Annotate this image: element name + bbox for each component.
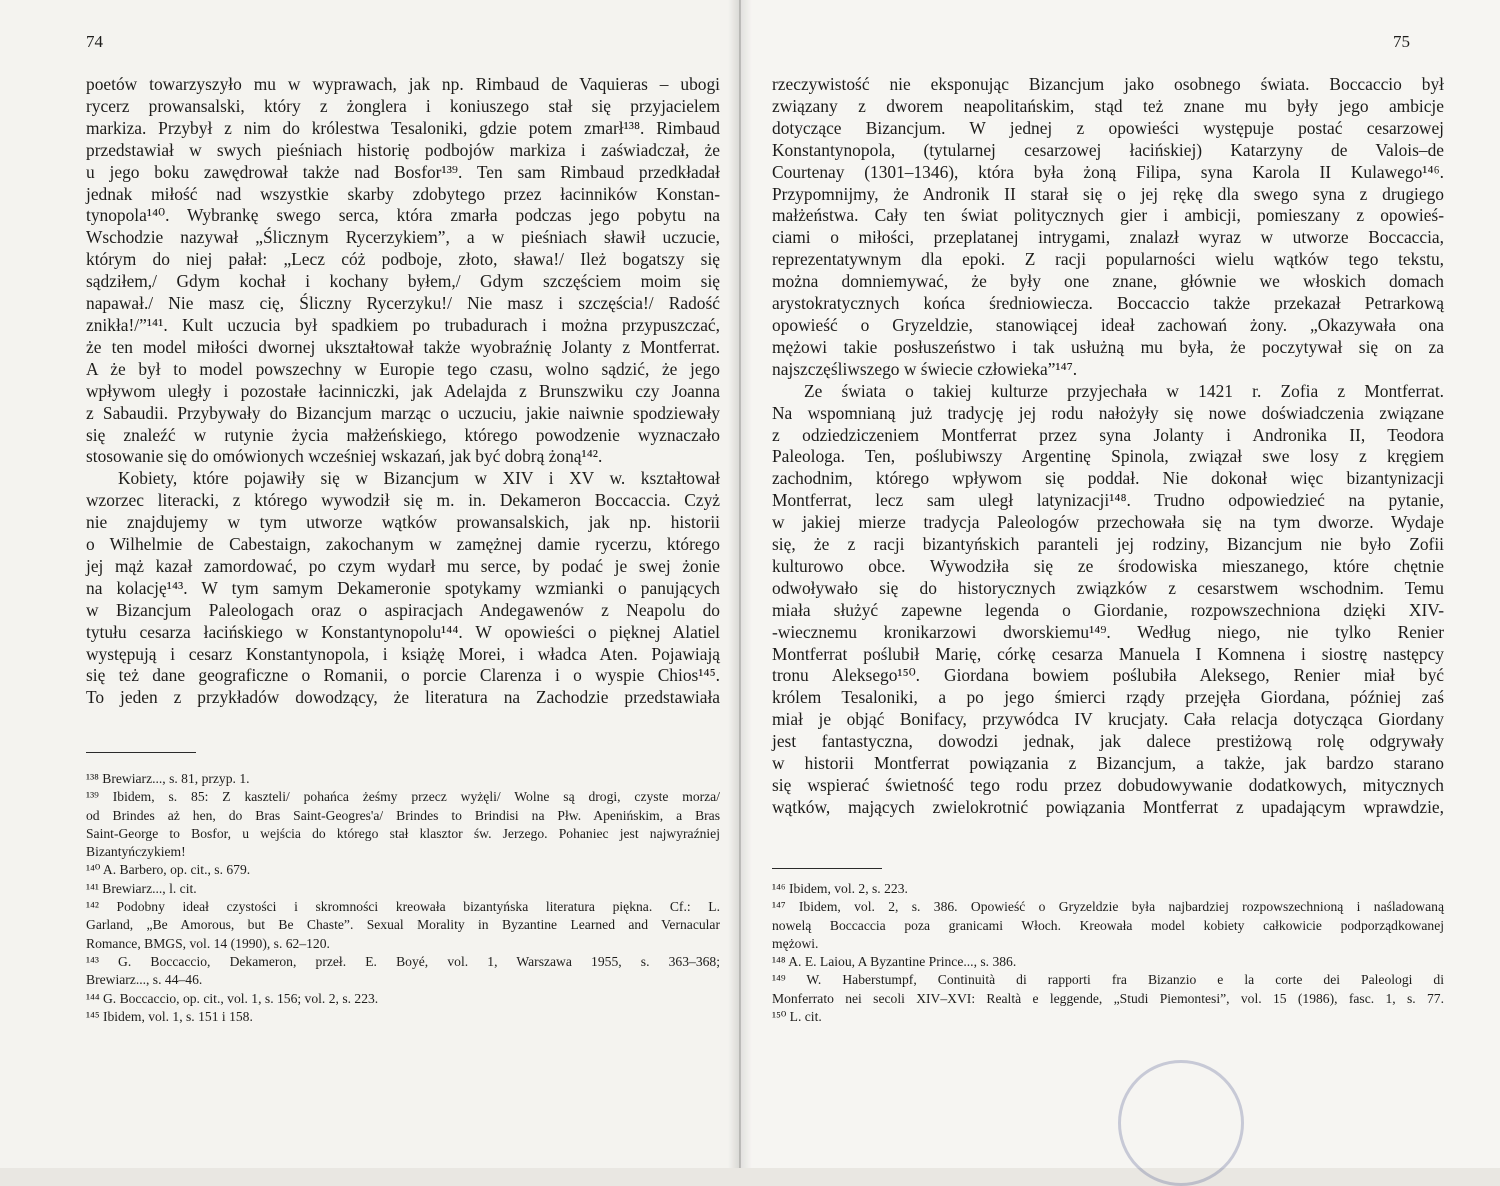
text-line: tytułu cesarza łacińskiego w Konstantynopolu¹⁴⁴. W opowieści o pięknej Alatiel — [86, 621, 720, 642]
text-line: w historii Montferrat powiązania z Bizancjum, a także, jak bardzo starano — [772, 753, 1444, 774]
book-gutter — [728, 0, 752, 1168]
footnote-line: ¹⁴⁷ Ibidem, vol. 2, s. 386. Opowieść o Gryzeldzie była najbardziej rozpowszechnioną i naśladowaną — [772, 899, 1444, 915]
text-line: którym do niej pałał: „Lecz cóż podboje, złoto, sława!/ Ileż bogatszy się — [86, 249, 720, 270]
text-line: odwoływało się do historycznych związków z cesarstwem wschodnim. Temu — [772, 577, 1444, 598]
text-line: Wschodzie nazywał „Ślicznym Rycerzykiem”, a w pieśniach sławił uczucie, — [86, 227, 720, 248]
footnote-line: ¹³⁹ Ibidem, s. 85: Z kaszteli/ pohańca żeśmy przecz wyżęli/ Wolne są drogi, czyste morza/ — [86, 789, 720, 805]
text-line: znikła!/”¹⁴¹. Kult uczucia był spadkiem po trubadurach i można przypuszczać, — [86, 314, 720, 335]
text-line: kulturowo obce. Wywodziła się ze środowiska mieszanego, które chętnie — [772, 555, 1444, 576]
text-line: u jego boku zawędrował także nad Bosfor¹³⁹. Ten sam Rimbaud przedkładał — [86, 161, 720, 182]
text-line: można domniemywać, że były one znane, głównie we włoskich domach — [772, 271, 1444, 292]
text-line: z Sabaudii. Przybywały do Bizancjum marząc o uczuciu, jakie naiwnie spodziewały — [86, 402, 720, 423]
text-line: Paleologa. Ten, poślubiwszy Argentinę Spinola, związał swe losy z kręgiem — [772, 446, 1444, 467]
footnote-line: ¹⁴⁰ A. Barbero, op. cit., s. 679. — [86, 862, 251, 878]
text-line: ciami o miłości, przeplatanej intrygami, znalazł wyraz w utworze Boccaccia, — [772, 227, 1444, 248]
footnote-line: mężowi. — [772, 935, 819, 951]
footnote-line: ¹⁴⁶ Ibidem, vol. 2, s. 223. — [772, 881, 908, 896]
text-line: wpływom uległy i pozostałe łacinniczki, jak Adelajda z Brunszwiku czy Joanna — [86, 380, 720, 401]
text-line: że ten model miłości dwornej ukształtował także wyobraźnię Jolanty z Montferrat. — [86, 336, 720, 357]
footnote-line: ¹⁴³ G. Boccaccio, Dekameron, przeł. E. Boyé, vol. 1, Warszawa 1955, s. 363–368; — [86, 953, 720, 969]
footnote-line: ¹⁵⁰ L. cit. — [772, 1009, 822, 1025]
text-line: poetów towarzyszyło mu w wyprawach, jak np. Rimbaud de Vaquieras – ubogi — [86, 74, 720, 94]
text-line: z odziedziczeniem Montferrat przez syna Jolanty i Andronika II, Teodora — [772, 424, 1444, 445]
text-line: Montferrat poślubił Marię, córkę cesarza Manuela I Komnena i siostrę następcy — [772, 643, 1444, 664]
footnote-line: Brewiarz..., s. 44–46. — [86, 972, 203, 988]
text-line: związany z dworem neapolitańskim, stąd też znane mu były jego ambicje — [772, 95, 1444, 116]
text-line: o Wilhelmie de Cabestaign, zakochanym w zamężnej damie rycerzu, którego — [86, 534, 720, 555]
right-page — [740, 0, 1500, 1168]
text-line: Ze świata o takiej kulturze przyjechała w 1421 r. Zofia z Montferrat. — [804, 380, 1444, 401]
text-line: się wspierać świetność tego rodu przez dobudowywanie dodatkowych, mitycznych — [772, 775, 1444, 795]
library-stamp — [1118, 1060, 1244, 1186]
text-line: się też dane geograficzne o Romanii, o porcie Clarenza i o wyspie Chios¹⁴⁵. — [86, 665, 720, 686]
text-line: na kolację¹⁴³. W tym samym Dekameronie spotykamy wzmianki o panujących — [86, 577, 720, 598]
text-line: występują i cesarz Konstantynopola, i książę Morei, i władca Aten. Pojawiają — [86, 643, 720, 664]
footnote-line: Garland, „Be Amorous, but Be Chaste”. Sexual Morality in Byzantine Learned and Vernacular — [86, 917, 720, 933]
text-line: małżeństwa. Cały ten świat politycznych gier i ambicji, pomieszany z opowieś- — [772, 205, 1444, 226]
text-line: wzorzec literacki, z którego wywodził się m. in. Dekameron Boccaccia. Czyż — [86, 490, 720, 511]
text-line: A że był to model powszechny w Europie tego czasu, wolno sądzić, że jego — [86, 358, 720, 379]
text-line: tronu Aleksego¹⁵⁰. Giordana bowiem poślubiła Aleksego, Renier miał być — [772, 665, 1444, 686]
text-line: rycerz prowansalski, który z żonglera i koniuszego stał się przyjacielem — [86, 95, 720, 116]
body-text — [772, 74, 1444, 819]
text-line: wątków, mających zwielokrotnić powiązania Montferrat z upadającym wprawdzie, — [772, 796, 1444, 817]
text-line: To jeden z przykładów dowodzący, że literatura na Zachodzie przedstawiała — [86, 687, 720, 708]
text-line: przedstawiał w swych pieśniach historię podbojów markiza i zaświadczał, że — [86, 139, 720, 160]
text-line: się znaleźć w rutynie życia małżeńskiego, którego powodzenie wyznaczało — [86, 424, 720, 445]
text-line: Konstantynopola, (tytularnej cesarzowej łacińskiej) Katarzyny de Valois–de — [772, 139, 1444, 160]
footnote-line: ¹³⁸ Brewiarz..., s. 81, przyp. 1. — [86, 771, 250, 786]
footnote-line: Saint-George to Bosfor, u wejścia do którego stał klasztor św. Jerzego. Pohaniec jest najwyraźniej — [86, 825, 720, 841]
text-line: Courtenay (1301–1346), która była żoną Filipa, syna Karola II Kulawego¹⁴⁶. — [772, 161, 1444, 182]
footnote-line: ¹⁴⁸ A. E. Laiou, A Byzantine Prince..., s. 386. — [772, 954, 1017, 970]
text-line: dotyczące Bizancjum. W jednej z opowieści występuje postać cesarzowej — [772, 117, 1444, 138]
text-line: w jakiej mierze tradycja Paleologów przechowała się na tym dworze. Wydaje — [772, 512, 1444, 533]
footnote-line: nowelą Boccaccia poza granicami Włoch. Kreowała model kobiety całkowicie podporządkowanej — [772, 917, 1444, 933]
footnote-line: ¹⁴⁴ G. Boccaccio, op. cit., vol. 1, s. 156; vol. 2, s. 223. — [86, 990, 379, 1006]
footnote-line: ¹⁴⁹ W. Haberstumpf, Continuità di rapporti fra Bizanzio e la corte dei Paleologi di — [772, 972, 1444, 988]
footnote-line: Monferrato nei secoli XIV–XVI: Realtà e leggende, „Studi Piemontesi”, vol. 15 (1986), fasc. 1, s. 77. — [772, 990, 1444, 1006]
text-line: stosowanie się do omówionych wcześniej wskazań, jak być dobrą żoną¹⁴². — [86, 446, 603, 467]
footnote-line: ¹⁴¹ Brewiarz..., l. cit. — [86, 880, 197, 896]
body-text — [86, 74, 720, 709]
text-line: jednak miłość nad wszystkie skarby zdobytego przez łacinników Konstan- — [86, 183, 720, 204]
text-line: reprezentatywnym dla epoki. Z racji popularności wielu wątków tego tekstu, — [772, 249, 1444, 270]
text-line: tynopola¹⁴⁰. Wybrankę swego serca, która zmarła podczas jego pobytu na — [86, 205, 720, 226]
text-line: napawał./ Nie masz cię, Śliczny Rycerzyku!/ Nie masz i szczęścia!/ Radość — [86, 293, 720, 314]
text-line: markiza. Przybył z nim do królestwa Tesaloniki, gdzie potem zmarł¹³⁸. Rimbaud — [86, 117, 720, 138]
footnotes — [86, 770, 720, 1026]
footnote-line: Romance, BMGS, vol. 14 (1990), s. 62–120. — [86, 935, 330, 951]
text-line: jest fantastyczna, dowodzi jednak, jak dalece prestiżową rolę odgrywały — [772, 731, 1444, 752]
footnote-line: Bizantyńczykiem! — [86, 844, 186, 860]
footnote-rule — [772, 868, 882, 869]
text-line: jej mąż kazał zamordować, po czym wydarł mu serce, by podać je swej żonie — [86, 555, 720, 576]
text-line: Na wspomnianą już tradycję jej rodu nałożyły się nowe doświadczenia związane — [772, 402, 1444, 423]
text-line: arystokratycznych końca średniowiecza. Boccaccio także przekazał Petrarkową — [772, 293, 1444, 314]
footnote-line: od Brindes aż hen, do Bras Saint-Geogres'a/ Brindes to Brindisi na Płw. Apenińskim, a Bras — [86, 807, 720, 823]
text-line: w Bizancjum Paleologach oraz o aspiracjach Andegawenów z Neapolu do — [86, 599, 720, 620]
text-line: Kobiety, które pojawiły się w Bizancjum w XIV i XV w. kształtował — [118, 468, 720, 489]
text-line: mężowi takie posłuszeństwo i tak usłużną mu była, że poczytywał się on za — [772, 336, 1444, 357]
text-line: -wiecznemu kronikarzowi dworskiemu¹⁴⁹. Według niego, nie tylko Renier — [772, 621, 1444, 642]
text-line: Przypomnijmy, że Andronik II starał się o jej rękę dla swego syna z drugiego — [772, 183, 1444, 204]
footnote-line: ¹⁴⁵ Ibidem, vol. 1, s. 151 i 158. — [86, 1008, 253, 1024]
text-line: sądziłem,/ Gdym kochał i kochany byłem,/ Gdym szczęściem moim się — [86, 271, 720, 292]
text-line: opowieść o Gryzeldzie, stanowiącej ideał zachowań żony. „Okazywała ona — [772, 314, 1444, 335]
text-line: miał je objąć Bonifacy, przywódca IV krucjaty. Cała relacja dotycząca Giordany — [772, 709, 1444, 730]
text-line: nie znajdujemy w tym utworze wątków prowansalskich, jak np. historii — [86, 512, 720, 533]
left-page — [0, 0, 740, 1168]
footnote-rule — [86, 752, 196, 753]
footnotes — [772, 880, 1444, 1026]
text-line: miała służyć zapewne legenda o Giordanie, rozpowszechniona dzięki XIV- — [772, 599, 1444, 620]
text-line: zachodnim, którego wpływom się poddał. Nie dokonał więc bizantynizacji — [772, 468, 1444, 489]
footnote-line: ¹⁴² Podobny ideał czystości i skromności kreowała bizantyńska literatura piękna. Cf.: L. — [86, 899, 720, 915]
page-number: 74 — [86, 32, 103, 51]
text-line: rzeczywistość nie eksponując Bizancjum jako osobnego świata. Boccaccio był — [772, 74, 1444, 94]
text-line: najszczęśliwszego w świecie człowieka”¹⁴⁷. — [772, 358, 1078, 379]
text-line: się, że z racji bizantyńskich paranteli jej rodziny, Bizancjum nie było Zofii — [772, 534, 1444, 555]
text-line: Montferrat, lecz sam uległ latynizacji¹⁴⁸. Trudno odpowiedzieć na pytanie, — [772, 490, 1444, 511]
page-number: 75 — [1393, 32, 1410, 51]
text-line: królem Tesaloniki, a po jego śmierci rządy przejęła Giordana, później zaś — [772, 687, 1444, 708]
